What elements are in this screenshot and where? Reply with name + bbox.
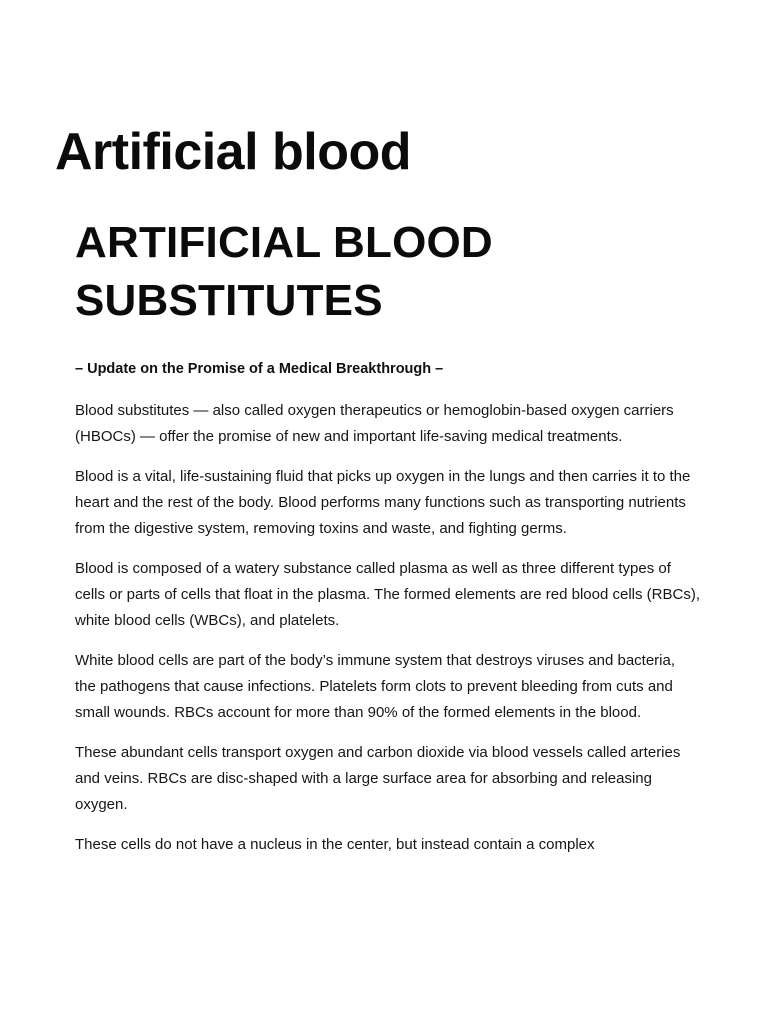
page-title: Artificial blood [55, 123, 411, 181]
article-heading-line-2: SUBSTITUTES [75, 276, 383, 325]
paragraph-1: Blood substitutes — also called oxygen therapeutics or hemoglobin-based oxygen carriers (HBOCs) — offer the promise of new and important life-saving medical treatments. [75, 402, 674, 445]
paragraph-4: White blood cells are part of the body’s immune system that destroys viruses and bacteria, the pathogens that cause infections. Platelets form clots to prevent bleeding from cuts and small wounds. RBCs account for more than 90% of the formed elements in the blood. [75, 652, 676, 721]
paragraph-6: These cells do not have a nucleus in the center, but instead contain a complex [75, 836, 595, 853]
article-heading-line-1: ARTIFICIAL BLOOD [75, 218, 493, 267]
paragraph-5: These abundant cells transport oxygen and carbon dioxide via blood vessels called arteries and veins. RBCs are disc-shaped with a large surface area for absorbing and releasing oxygen. [75, 744, 681, 813]
paragraph-2: Blood is a vital, life-sustaining fluid that picks up oxygen in the lungs and then carries it to the heart and the rest of the body. Blood performs many functions such as transporting nutrients from the digestive system, removing toxins and waste, and fighting germs. [75, 468, 691, 537]
article-heading [75, 214, 700, 330]
article-body [75, 214, 700, 858]
paragraph-3: Blood is composed of a watery substance called plasma as well as three different types of cells or parts of cells that float in the plasma. The formed elements are red blood cells (RBCs), white blood cells (WBCs), and platelets. [75, 560, 700, 629]
article-subtitle: – Update on the Promise of a Medical Breakthrough – [75, 361, 444, 377]
